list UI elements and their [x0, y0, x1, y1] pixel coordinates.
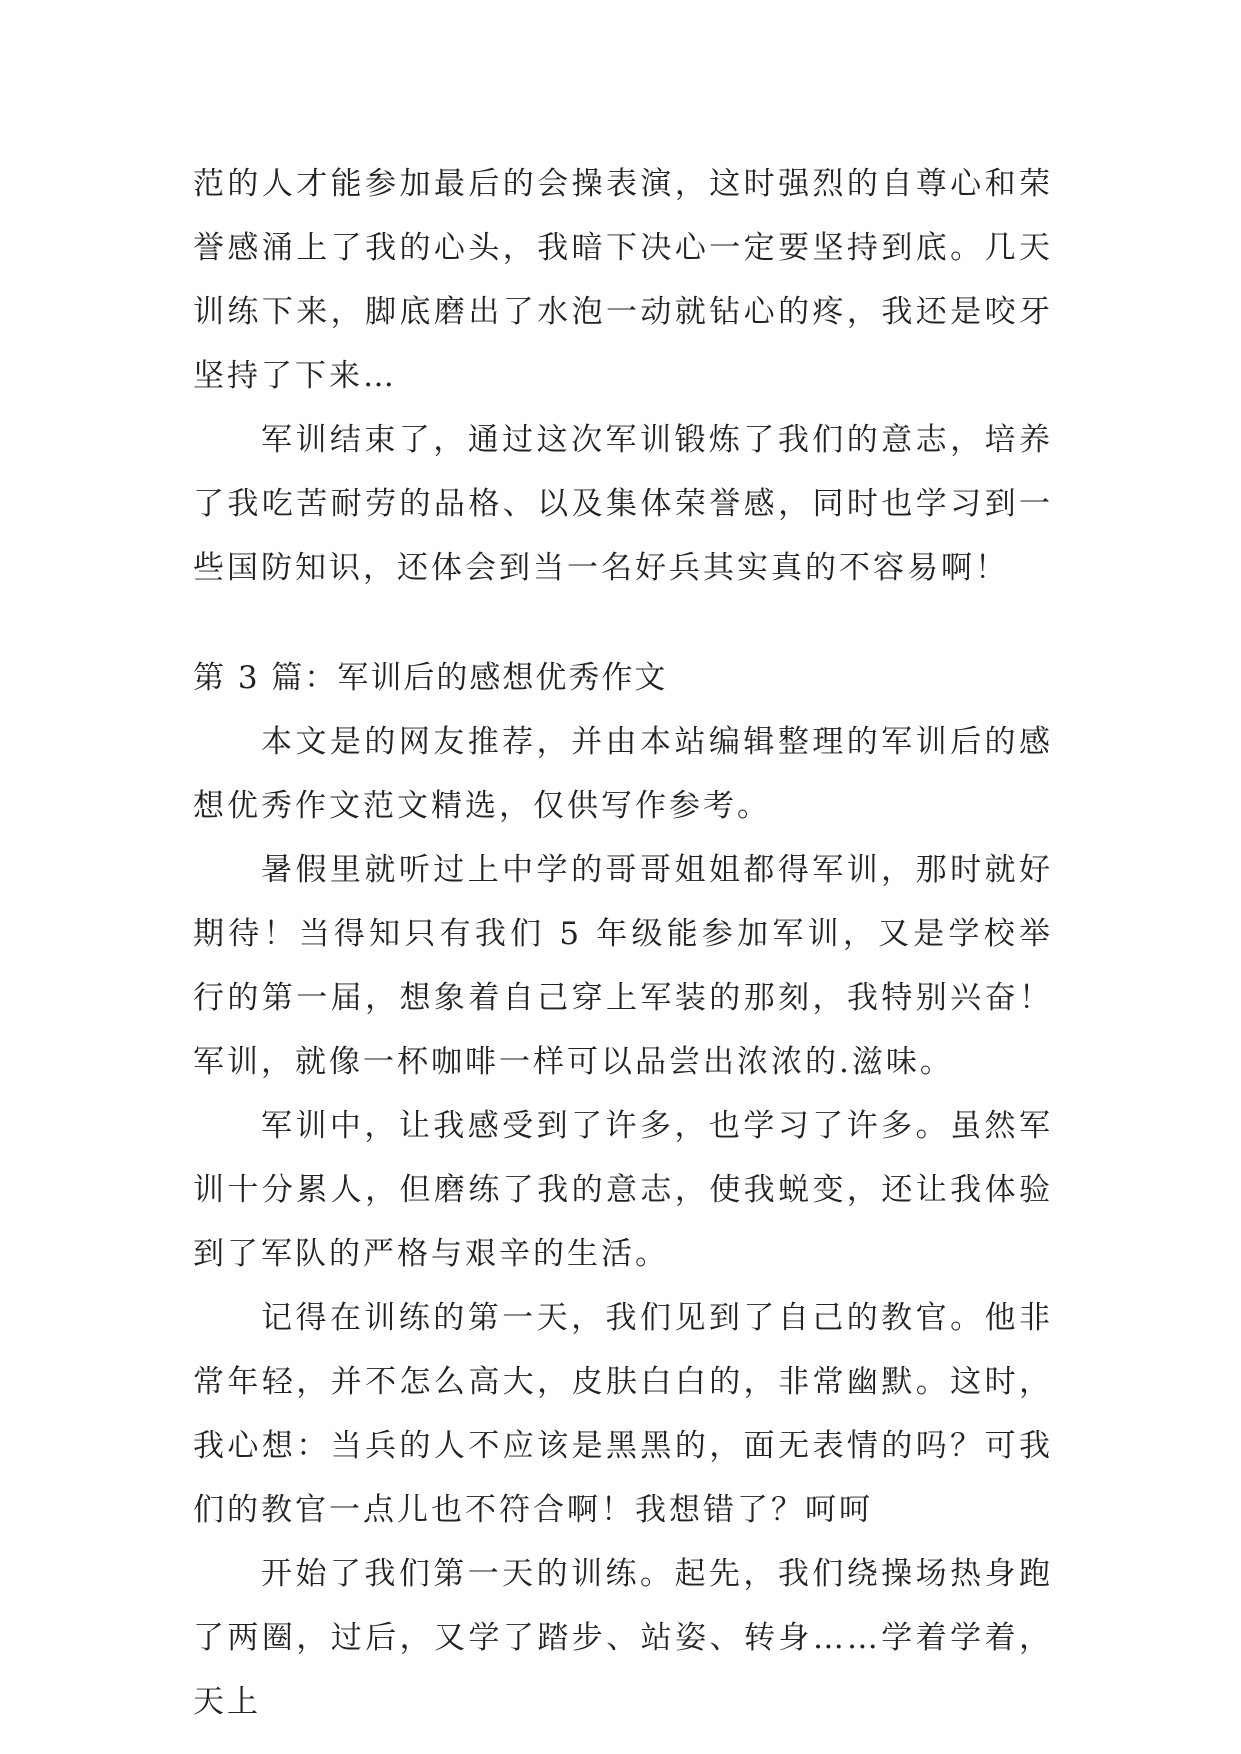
paragraph: 开始了我们第一天的训练。起先，我们绕操场热身跑了两圈，过后，又学了踏步、站姿、转身……学着学着，天上 [193, 1556, 1053, 1720]
paragraph: 记得在训练的第一天，我们见到了自己的教官。他非常年轻，并不怎么高大，皮肤白白的，非常幽默。这时，我心想：当兵的人不应该是黑黑的，面无表情的吗？可我们的教官一点儿也不符合啊！我想错了？呵呵 [193, 1300, 1053, 1528]
paragraph: 军训中，让我感受到了许多，也学习了许多。虽然军训十分累人，但磨练了我的意志，使我蜕变，还让我体验到了军队的严格与艰辛的生活。 [193, 1108, 1053, 1272]
paragraph-intro: 本文是的网友推荐，并由本站编辑整理的军训后的感想优秀作文范文精选，仅供写作参考。 [193, 724, 1053, 824]
document-body [193, 152, 1053, 1734]
paragraph-continuation: 范的人才能参加最后的会操表演，这时强烈的自尊心和荣誉感涌上了我的心头，我暗下决心一定要坚持到底。几天训练下来，脚底磨出了水泡一动就钻心的疼，我还是咬牙坚持了下来… [193, 166, 1053, 394]
paragraph-conclusion: 军训结束了，通过这次军训锻炼了我们的意志，培养了我吃苦耐劳的品格、以及集体荣誉感，同时也学习到一些国防知识，还体会到当一名好兵其实真的不容易啊！ [193, 422, 1053, 586]
paragraph: 暑假里就听过上中学的哥哥姐姐都得军训，那时就好期待！当得知只有我们 5 年级能参加军训，又是学校举行的第一届，想象着自己穿上军装的那刻，我特别兴奋！军训，就像一杯咖啡一样可以品尝出浓浓的.滋味。 [193, 852, 1053, 1080]
section-title: 第 3 篇：军训后的感想优秀作文 [193, 660, 668, 696]
